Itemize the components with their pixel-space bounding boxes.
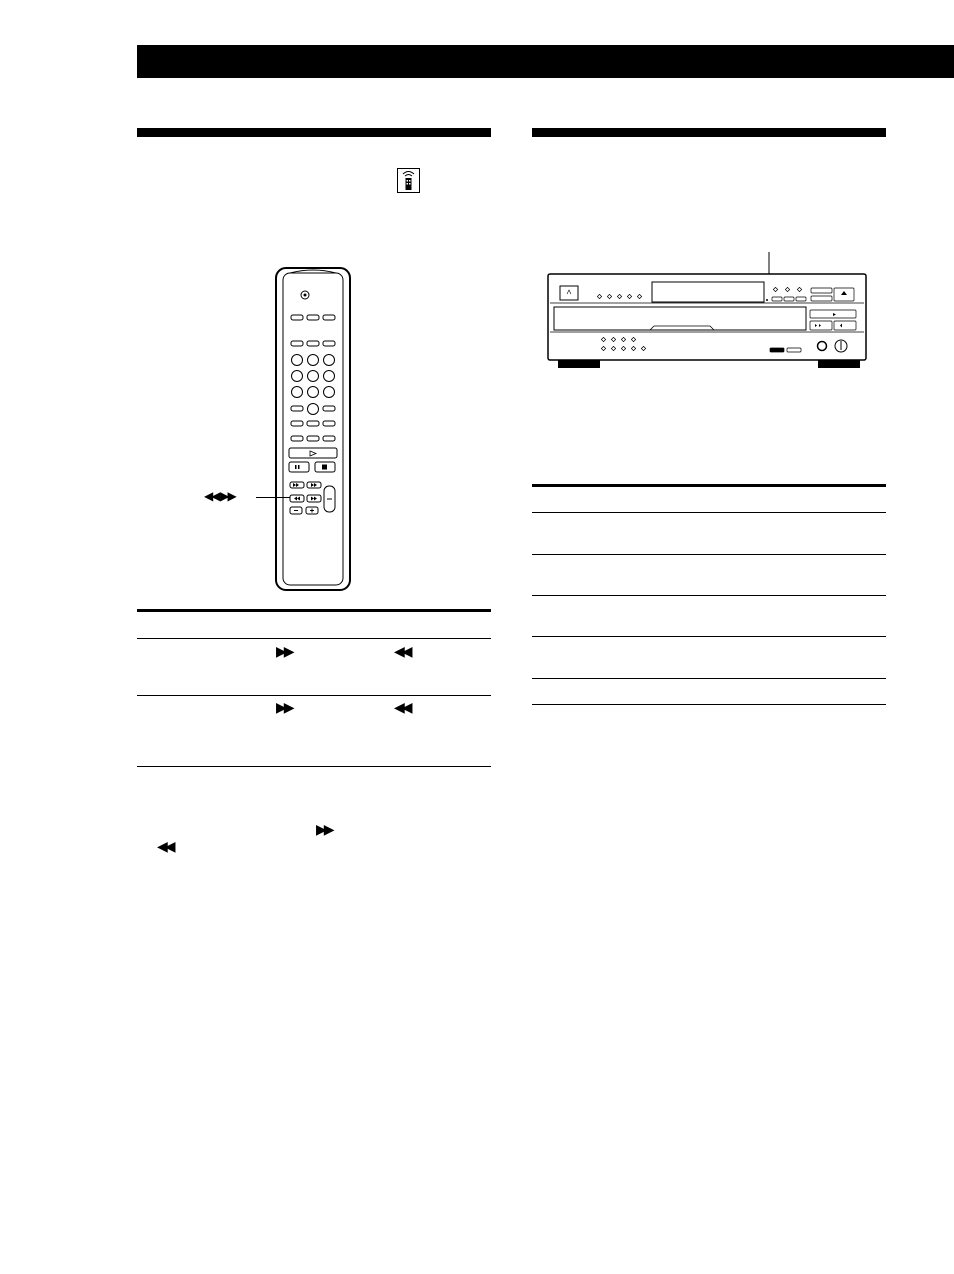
cd-player-illustration <box>540 248 870 373</box>
remote-control-illustration <box>270 265 356 595</box>
right-table-rule-3 <box>532 595 886 596</box>
remote-control-icon <box>397 168 420 193</box>
right-table-rule-2 <box>532 554 886 555</box>
left-table-row-rule <box>137 695 491 696</box>
right-section-bar <box>532 128 886 137</box>
fast-forward-icon: ▶▶ <box>276 644 292 660</box>
rewind-icon: ◀◀ <box>394 644 410 660</box>
right-table-rule-4 <box>532 636 886 637</box>
page-header-bar <box>137 45 954 78</box>
fast-forward-icon: ▶▶ <box>316 822 332 838</box>
rewind-icon: ◀◀ <box>157 839 173 855</box>
right-table-rule-5 <box>532 678 886 679</box>
right-table-rule-1 <box>532 512 886 513</box>
right-table-bottom-rule <box>532 704 886 705</box>
remote-pointer-line <box>256 497 290 498</box>
fast-forward-icon: ▶▶ <box>276 700 292 716</box>
left-table-top-rule <box>137 609 491 612</box>
right-table-top-rule <box>532 484 886 487</box>
left-table-bottom-rule <box>137 766 491 767</box>
rewind-icon: ◀◀ <box>394 700 410 716</box>
left-section-bar <box>137 128 491 137</box>
left-table-header-rule <box>137 638 491 639</box>
remote-pointer-label: ◀◀ ▶▶ <box>204 489 235 503</box>
